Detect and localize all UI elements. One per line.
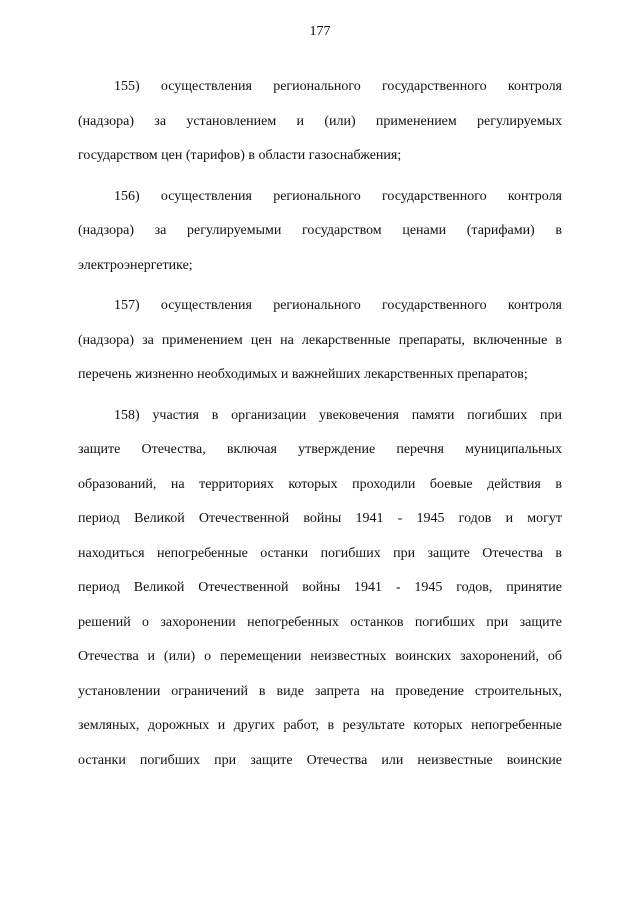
text-line: перечень жизненно необходимых и важнейших лекарственных препаратов; [78,367,528,382]
text-line: период Великой Отечественной войны 1941 - 1945 годов и могут [78,511,562,526]
text-line: государством цен (тарифов) в области газоснабжения; [78,148,402,163]
paragraph-156 [78,180,562,284]
text-line: находиться непогребенные останки погибших при защите Отечества в [78,545,562,561]
paragraph-157 [78,289,562,393]
text-line: установлении ограничений в виде запрета на проведение строительных, [78,683,562,699]
text-line: 157) осуществления регионального государственного контроля [114,298,562,313]
text-line: останки погибших при защите Отечества или неизвестные воинские [78,752,562,768]
text-line: (надзора) за установлением и (или) применением регулируемых [78,113,562,129]
text-line: Отечества и (или) о перемещении неизвестных воинских захоронений, об [78,649,562,664]
text-line: земляных, дорожных и других работ, в результате которых непогребенные [78,718,562,733]
document-body [78,70,562,784]
paragraph-155 [78,70,562,174]
text-line: образований, на территориях которых проходили боевые действия в [78,476,562,492]
text-line: решений о захоронении непогребенных останков погибших при защите [78,614,562,630]
text-line: 158) участия в организации увековечения памяти погибших при [114,407,562,423]
text-line: (надзора) за регулируемыми государством ценами (тарифами) в [78,223,562,238]
paragraph-158 [78,399,562,779]
text-line: защите Отечества, включая утверждение перечня муниципальных [78,442,562,457]
text-line: 156) осуществления регионального государственного контроля [114,188,562,204]
text-line: электроэнергетике; [78,257,193,273]
page-number: 177 [309,24,331,39]
text-line: период Великой Отечественной войны 1941 - 1945 годов, принятие [78,580,562,595]
text-line: 155) осуществления регионального государственного контроля [114,79,562,94]
text-line: (надзора) за применением цен на лекарственные препараты, включенные в [78,332,562,348]
